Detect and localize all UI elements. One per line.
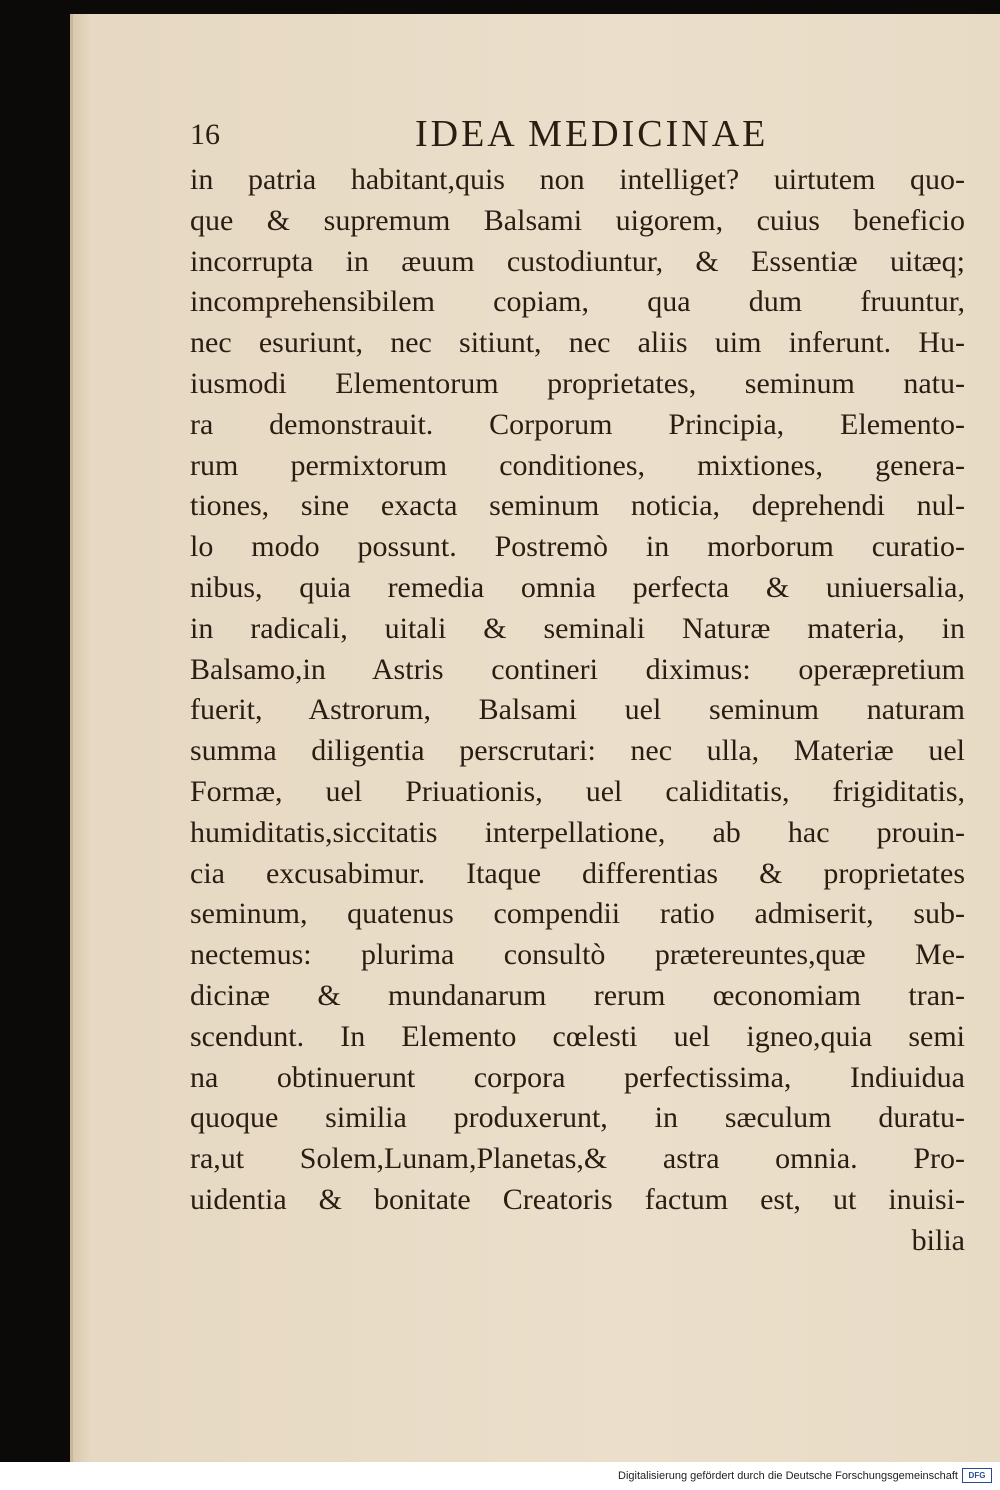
- text-line: que & supremum Balsami uigorem, cuius beneficio: [190, 203, 965, 237]
- text-line: seminum, quatenus compendii ratio admiserit, sub-: [190, 897, 965, 931]
- text-line: cia excusabimur. Itaque differentias & proprietates: [190, 856, 965, 890]
- text-line: fuerit, Astrorum, Balsami uel seminum naturam: [190, 693, 965, 727]
- text-line: uidentia & bonitate Creatoris factum est, ut inuisi-: [190, 1182, 965, 1216]
- text-line: in radicali, uitali & seminali Naturæ materia, in: [190, 611, 965, 645]
- text-line: dicinæ & mundanarum rerum œconomiam tran-: [190, 978, 965, 1012]
- text-line: iusmodi Elementorum proprietates, seminum natu-: [190, 366, 965, 400]
- text-line: rum permixtorum conditiones, mixtiones, genera-: [190, 448, 965, 482]
- body-text: [190, 160, 965, 1262]
- text-line: incomprehensibilem copiam, qua dum fruuntur,: [190, 285, 965, 319]
- text-line: na obtinuerunt corpora perfectissima, Indiuidua: [190, 1060, 965, 1094]
- catchword: bilia: [911, 1223, 965, 1257]
- text-line: lo modo possunt. Postremò in morborum curatio-: [190, 530, 965, 564]
- footer-strip: [0, 1462, 1000, 1490]
- text-line: nectemus: plurima consultò prætereuntes,quæ Me-: [190, 938, 965, 972]
- text-line: ra demonstrauit. Corporum Principia, Elemento-: [190, 407, 965, 441]
- page-number: 16: [190, 118, 220, 151]
- text-line: scendunt. In Elemento cœlesti uel igneo,quia semi: [190, 1019, 965, 1053]
- text-line: nec esuriunt, nec sitiunt, nec aliis uim inferunt. Hu-: [190, 326, 965, 360]
- text-line: tiones, sine exacta seminum noticia, deprehendi nul-: [190, 489, 965, 523]
- dfg-logo-icon: DFG: [962, 1468, 992, 1483]
- page-header: [190, 112, 960, 162]
- text-line: Formæ, uel Priuationis, uel caliditatis, frigiditatis,: [190, 774, 965, 808]
- running-title: IDEA MEDICINAE: [415, 113, 769, 155]
- funding-credit: Digitalisierung gefördert durch die Deutsche Forschungsgemeinschaft: [618, 1470, 958, 1482]
- text-line: ra,ut Solem,Lunam,Planetas,& astra omnia. Pro-: [190, 1142, 965, 1176]
- text-line: summa diligentia perscrutari: nec ulla, Materiæ uel: [190, 734, 965, 768]
- text-line: in patria habitant,quis non intelliget? uirtutem quo-: [190, 163, 965, 196]
- text-line: nibus, quia remedia omnia perfecta & uniuersalia,: [190, 570, 965, 604]
- text-line: incorrupta in æuum custodiuntur, & Essentiæ uitæq;: [190, 244, 965, 278]
- text-line: humiditatis,siccitatis interpellatione, ab hac prouin-: [190, 815, 965, 849]
- text-line: quoque similia produxerunt, in sæculum duratu-: [190, 1101, 965, 1135]
- text-line: Balsamo,in Astris contineri diximus: operæpretium: [190, 652, 965, 686]
